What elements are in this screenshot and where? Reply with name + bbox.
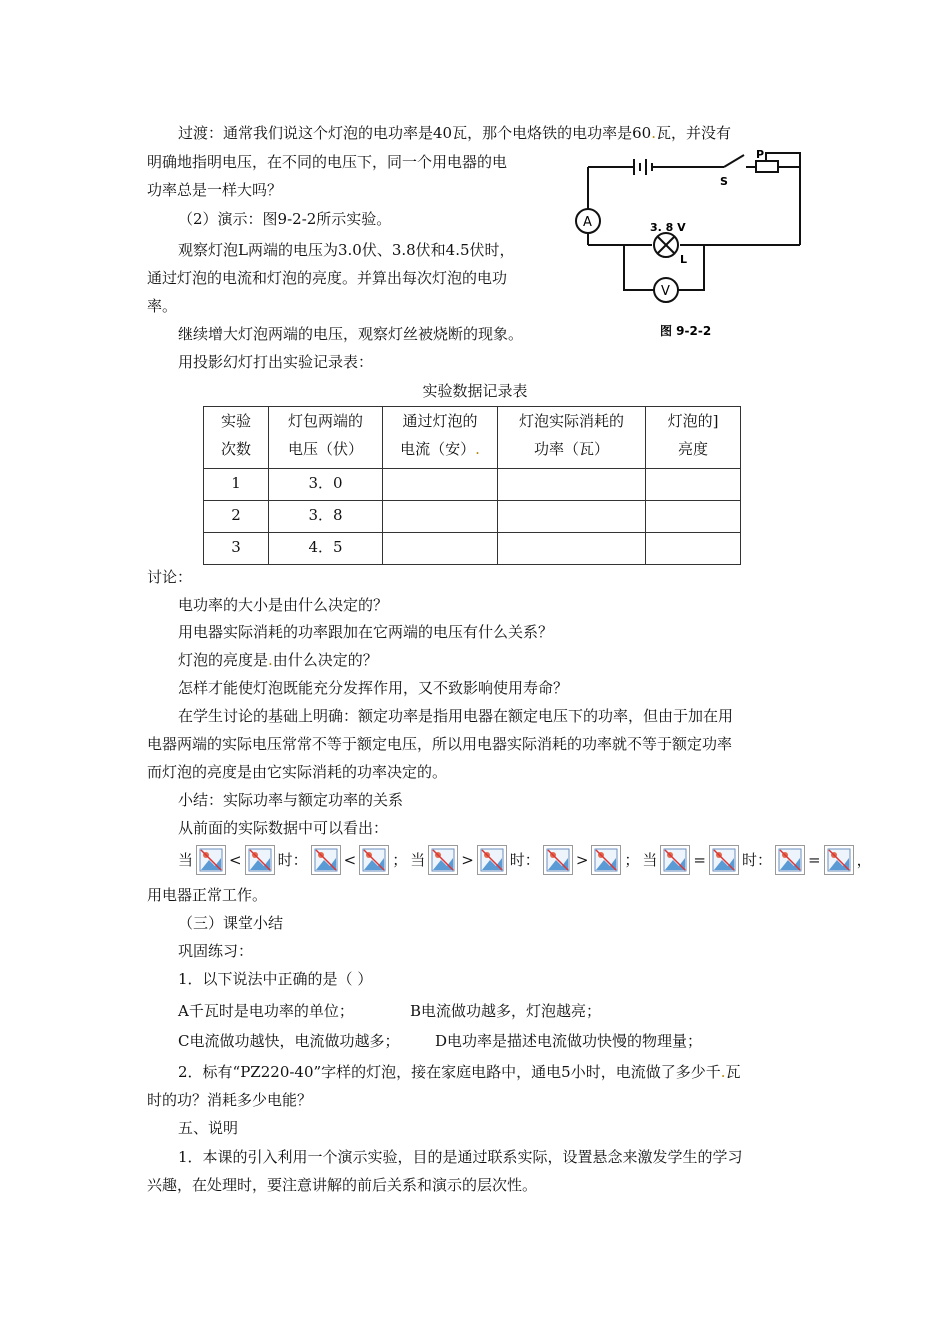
header-cell	[646, 407, 741, 469]
text-line: 继续增大灯泡两端的电压，观察灯丝被烧断的现象。	[178, 325, 524, 343]
option-b: B电流做功越多，灯泡越亮；	[410, 1002, 602, 1020]
text-line: 兴趣，在处理时，要注意讲解的前后关系和演示的层次性。	[147, 1176, 538, 1194]
text-line: 通过灯泡的电流和灯泡的亮度。并算出每次灯泡的电功	[147, 269, 508, 287]
header-line: 电压（伏）	[287, 440, 363, 458]
paragraph-transition	[178, 123, 731, 143]
text-line: 时的功？消耗多少电能？	[147, 1091, 313, 1109]
missing-image-icon	[428, 845, 458, 875]
header-line: 通过灯泡的	[402, 412, 478, 430]
missing-image-icon	[196, 845, 226, 875]
missing-image-icon	[824, 845, 854, 875]
edit-mark: .	[268, 651, 273, 669]
section-heading: （三）课堂小结	[178, 914, 284, 932]
option-d: D电功率是描述电流做功快慢的物理量；	[435, 1032, 703, 1050]
text-line: 明确地指明电压，在不同的电压下，同一个用电器的电	[147, 153, 508, 171]
table-cell	[646, 469, 741, 501]
text: =	[808, 851, 821, 869]
header-cell	[269, 407, 383, 469]
text: ，	[856, 851, 872, 869]
missing-image-icon	[660, 845, 690, 875]
table-cell: 4．5	[269, 533, 383, 565]
missing-image-icon	[709, 845, 739, 875]
voltage-rating: 3. 8 V	[650, 221, 686, 234]
text: 当	[178, 851, 194, 869]
comparison-line	[178, 845, 872, 875]
option-c: C电流做功越快，电流做功越多；	[178, 1032, 400, 1050]
table-cell	[383, 501, 498, 533]
text-line: 电器两端的实际电压常常不等于额定电压，所以用电器实际消耗的功率就不等于额定功率	[147, 735, 733, 753]
missing-image-icon	[245, 845, 275, 875]
lamp-label: L	[680, 253, 688, 266]
text-line: 率。	[147, 297, 178, 315]
table-cell	[498, 469, 646, 501]
table-cell	[498, 533, 646, 565]
header-line: 功率（瓦）	[533, 440, 609, 458]
data-table	[203, 406, 741, 565]
text: >	[461, 851, 474, 869]
table-cell: 3．0	[269, 469, 383, 501]
text-line: （2）演示：图9-2-2所示实验。	[178, 210, 392, 228]
question: 1．以下说法中正确的是（ ）	[178, 970, 373, 988]
edit-mark: .	[651, 124, 656, 142]
text: >	[575, 851, 589, 869]
text: ；	[624, 851, 640, 869]
text: 由什么决定的？	[272, 651, 378, 669]
table-row	[204, 533, 741, 565]
rheostat-label: P	[756, 148, 765, 161]
missing-image-icon	[359, 845, 389, 875]
text-line: 巩固练习：	[178, 942, 254, 960]
table-cell: 3．8	[269, 501, 383, 533]
table-row	[204, 501, 741, 533]
missing-image-icon	[591, 845, 621, 875]
text: 时：	[509, 851, 540, 869]
table-title: 实验数据记录表	[422, 382, 528, 400]
text: 当	[642, 851, 658, 869]
text: =	[693, 851, 706, 869]
text: 时：	[277, 851, 308, 869]
text: 当	[410, 851, 426, 869]
text-line: 小结：实际功率与额定功率的关系	[178, 791, 404, 809]
missing-image-icon	[543, 845, 573, 875]
text-line: 从前面的实际数据中可以看出：	[178, 819, 389, 837]
table-cell	[383, 469, 498, 501]
header-line: 次数	[220, 440, 251, 458]
option-a: A千瓦时是电功率的单位；	[178, 1002, 354, 1020]
text: <	[229, 851, 242, 869]
missing-image-icon	[311, 845, 341, 875]
text: 瓦，并没有	[655, 124, 731, 142]
text: 灯泡的亮度是	[178, 651, 269, 669]
text-line: 讨论：	[147, 568, 193, 586]
text-line: 用电器正常工作。	[147, 886, 268, 904]
circuit-diagram	[574, 145, 810, 345]
table-cell	[646, 501, 741, 533]
text-line: 在学生讨论的基础上明确：额定功率是指用电器在额定电压下的功率，但由于加在用	[178, 707, 734, 725]
text-line	[178, 650, 378, 670]
text: 瓦	[725, 1063, 741, 1081]
text-line: 观察灯泡L两端的电压为3.0伏、3.8伏和4.5伏时，	[178, 241, 515, 259]
table-row	[204, 469, 741, 501]
text: 2．标有“PZ220-40”字样的灯泡，接在家庭电路中，通电5小时，电流做了多少千	[178, 1063, 721, 1081]
text: 时：	[742, 851, 773, 869]
missing-image-icon	[775, 845, 805, 875]
table-cell: 2	[204, 501, 269, 533]
ammeter-label: A	[583, 215, 592, 230]
text-line: 电功率的大小是由什么决定的？	[178, 596, 389, 614]
text: <	[343, 851, 357, 869]
text-line: 1．本课的引入利用一个演示实验，目的是通过联系实际，设置悬念来激发学生的学习	[178, 1148, 743, 1166]
section-heading: 五、说明	[178, 1119, 239, 1137]
table-cell	[498, 501, 646, 533]
text-line: 怎样才能使灯泡既能充分发挥作用，又不致影响使用寿命？	[178, 679, 569, 697]
text: 过渡：通常我们说这个灯泡的电功率是40瓦，那个电烙铁的电功率是60	[178, 124, 652, 142]
missing-image-icon	[477, 845, 507, 875]
header-cell	[383, 407, 498, 469]
text-line: 功率总是一样大吗？	[147, 181, 283, 199]
switch-label: S	[720, 175, 728, 188]
header-line: 灯包两端的	[287, 412, 363, 430]
header-line: 灯泡实际消耗的	[518, 412, 624, 430]
edit-mark: .	[720, 1063, 726, 1081]
header-cell	[498, 407, 646, 469]
edit-mark: .	[475, 440, 480, 458]
header-cell	[204, 407, 269, 469]
header-line: 实验	[220, 412, 251, 430]
table-cell: 1	[204, 469, 269, 501]
header-line: 灯泡的]	[667, 412, 719, 430]
text-line: 而灯泡的亮度是由它实际消耗的功率决定的。	[147, 763, 448, 781]
table-cell: 3	[204, 533, 269, 565]
question	[178, 1062, 741, 1082]
table-header-row	[204, 407, 741, 469]
text-line: 用投影幻灯打出实验记录表：	[178, 353, 374, 371]
text-line: 用电器实际消耗的功率跟加在它两端的电压有什么关系？	[178, 623, 554, 641]
header-line: 电流（安）	[400, 440, 476, 458]
figure-caption: 图 9-2-2	[660, 324, 712, 338]
voltmeter-label: V	[661, 284, 670, 299]
table-cell	[383, 533, 498, 565]
header-line: 亮度	[677, 440, 708, 458]
table-cell	[646, 533, 741, 565]
text: ；	[392, 851, 408, 869]
